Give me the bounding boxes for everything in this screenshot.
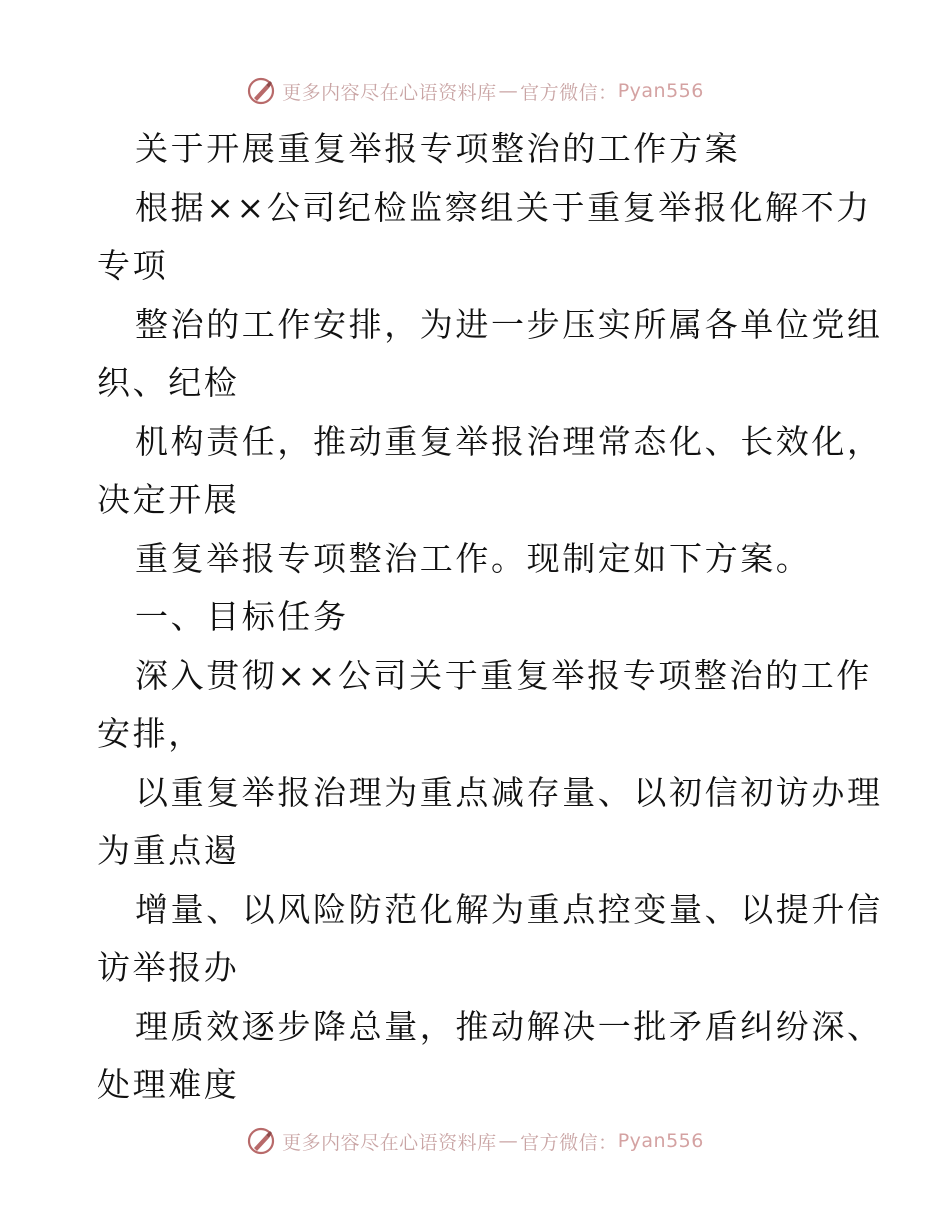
watermark-label: 官方微信： [520, 81, 618, 104]
section-heading: 一、目标任务 [135, 597, 349, 636]
watermark-wechat-id: Pyan556 [617, 80, 704, 102]
text-line: 增量、以风险防范化解为重点控变量、以提升信 [135, 889, 883, 929]
pen-logo-icon [246, 76, 276, 106]
watermark-separator: — [498, 1130, 519, 1152]
text-line: 为重点遏 [97, 831, 240, 870]
text-line: 重复举报专项整治工作。现制定如下方案。 [135, 538, 812, 578]
header-watermark [0, 71, 950, 111]
text-line: 深入贯彻××公司关于重复举报专项整治的工作 [135, 655, 872, 695]
text-line: 处理难度 [97, 1065, 240, 1104]
watermark-wechat-id: Pyan556 [617, 1130, 704, 1152]
text-line: 决定开展 [97, 480, 240, 519]
watermark-separator: — [498, 80, 519, 102]
document-title: 关于开展重复举报专项整治的工作方案 [135, 129, 741, 168]
watermark-site: 更多内容尽在心语资料库 [282, 81, 497, 104]
text-line: 专项 [97, 246, 169, 285]
document-body [97, 120, 883, 1115]
watermark-site: 更多内容尽在心语资料库 [282, 1131, 497, 1154]
footer-watermark [0, 1121, 950, 1161]
text-line: 织、纪检 [97, 363, 240, 402]
pen-logo-icon [246, 1126, 276, 1156]
text-line: 根据××公司纪检监察组关于重复举报化解不力 [135, 187, 872, 227]
text-line: 访举报办 [97, 948, 240, 987]
text-line: 以重复举报治理为重点减存量、以初信初访办理 [135, 772, 883, 812]
watermark-label: 官方微信： [520, 1131, 618, 1154]
text-line: 整治的工作安排，为进一步压实所属各单位党组 [135, 304, 883, 344]
text-line: 机构责任，推动重复举报治理常态化、长效化， [135, 421, 883, 461]
text-line: 理质效逐步降总量，推动解决一批矛盾纠纷深、 [135, 1006, 883, 1046]
text-line: 安排， [97, 714, 204, 753]
